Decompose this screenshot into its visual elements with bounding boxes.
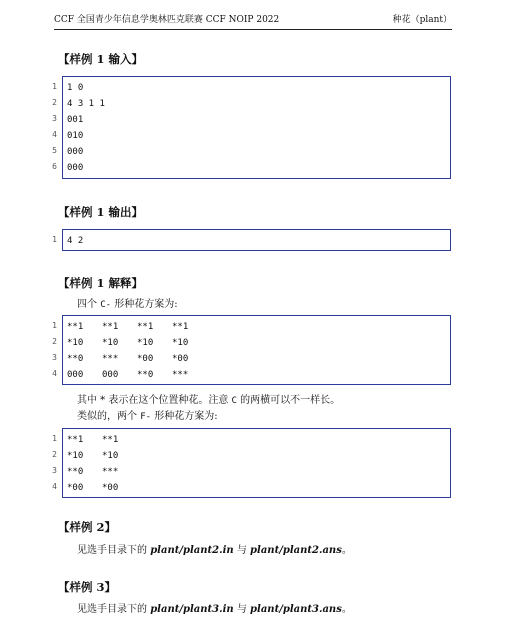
sample1-input-title: 【样例 1 输入】 xyxy=(58,52,144,66)
code-cell: 000 xyxy=(102,370,119,380)
sample2-title: 【样例 2】 xyxy=(58,520,117,534)
code-cell: **1 xyxy=(67,322,84,332)
code-line: 010 xyxy=(67,131,84,141)
sample1-output-title: 【样例 1 输出】 xyxy=(58,205,144,219)
sample2-text-pre: 见选手目录下的 xyxy=(77,545,151,556)
sample3-title: 【样例 3】 xyxy=(58,580,117,594)
sample3-input-file: plant/plant3.in xyxy=(150,604,234,615)
f-shape-intro xyxy=(77,410,218,424)
line-number: 3 xyxy=(52,114,57,123)
c-shape-intro xyxy=(77,298,178,312)
note1-pre: 其中 * 表示在这个位置种花。注意 xyxy=(77,395,232,406)
code-cell: *10 xyxy=(67,451,84,461)
page-header xyxy=(54,14,452,26)
code-cell: *10 xyxy=(102,451,119,461)
code-cell: **1 xyxy=(172,322,189,332)
line-number: 3 xyxy=(52,466,57,475)
code-line: 4 2 xyxy=(67,236,84,246)
sample1-output-box[interactable] xyxy=(62,229,451,251)
sample3-text-mid: 与 xyxy=(233,604,251,615)
code-cell: **0 xyxy=(67,354,84,364)
code-cell: *00 xyxy=(67,483,84,493)
line-number: 6 xyxy=(52,162,57,171)
line-number: 5 xyxy=(52,146,57,155)
code-cell: *10 xyxy=(67,338,84,348)
code-cell: **1 xyxy=(137,322,154,332)
sample3-text-pre: 见选手目录下的 xyxy=(77,604,151,615)
code-cell: 000 xyxy=(67,370,84,380)
line-number: 1 xyxy=(52,321,57,330)
code-cell: *10 xyxy=(172,338,189,348)
note-c-shape xyxy=(77,394,340,408)
code-cell: **1 xyxy=(102,435,119,445)
sample2-input-file: plant/plant2.in xyxy=(150,545,234,556)
sample2-answer-file: plant/plant2.ans xyxy=(250,545,342,556)
line-number: 3 xyxy=(52,353,57,362)
line-number: 1 xyxy=(52,434,57,443)
sample2-text-post: 。 xyxy=(341,545,352,556)
note1-code: C xyxy=(231,396,237,406)
code-cell: *10 xyxy=(102,338,119,348)
f-shape-box[interactable] xyxy=(62,428,451,498)
code-cell: **0 xyxy=(137,370,154,380)
line-number: 2 xyxy=(52,98,57,107)
line-number: 4 xyxy=(52,130,57,139)
c-shape-box[interactable] xyxy=(62,315,451,385)
code-cell: *00 xyxy=(137,354,154,364)
c-intro-code: C- xyxy=(100,300,112,310)
code-line: 001 xyxy=(67,115,84,125)
line-number: 1 xyxy=(52,82,57,91)
header-problem-name: 种花（plant） xyxy=(392,15,452,25)
code-cell: **1 xyxy=(102,322,119,332)
code-cell: *** xyxy=(172,370,189,380)
code-cell: *** xyxy=(102,354,119,364)
sample3-text xyxy=(77,603,352,616)
line-number: 4 xyxy=(52,369,57,378)
line-number: 1 xyxy=(52,235,57,244)
line-number: 2 xyxy=(52,450,57,459)
code-cell: *10 xyxy=(137,338,154,348)
code-line: 000 xyxy=(67,147,84,157)
code-cell: **0 xyxy=(67,467,84,477)
sample2-text xyxy=(77,544,352,557)
note2-post: 形种花方案为: xyxy=(151,411,218,422)
c-intro-pre: 四个 xyxy=(77,299,101,310)
sample2-text-mid: 与 xyxy=(233,545,251,556)
sample3-text-post: 。 xyxy=(341,604,352,615)
code-cell: *00 xyxy=(172,354,189,364)
line-number: 2 xyxy=(52,337,57,346)
sample1-explain-title: 【样例 1 解释】 xyxy=(58,276,144,290)
header-contest-title: CCF 全国青少年信息学奥林匹克联赛 CCF NOIP 2022 xyxy=(54,15,280,25)
code-line: 1 0 xyxy=(67,83,84,93)
note2-code: F- xyxy=(140,412,152,422)
code-cell: *** xyxy=(102,467,119,477)
sample3-answer-file: plant/plant3.ans xyxy=(250,604,342,615)
code-line: 4 3 1 1 xyxy=(67,99,105,109)
code-cell: **1 xyxy=(67,435,84,445)
header-rule xyxy=(54,29,452,30)
code-line: 000 xyxy=(67,163,84,173)
line-number: 4 xyxy=(52,482,57,491)
c-intro-post: 形种花方案为: xyxy=(111,299,178,310)
sample1-input-box[interactable] xyxy=(62,76,451,179)
note2-pre: 类似的，两个 xyxy=(77,411,141,422)
note1-post: 的两横可以不一样长。 xyxy=(236,395,341,406)
code-cell: *00 xyxy=(102,483,119,493)
